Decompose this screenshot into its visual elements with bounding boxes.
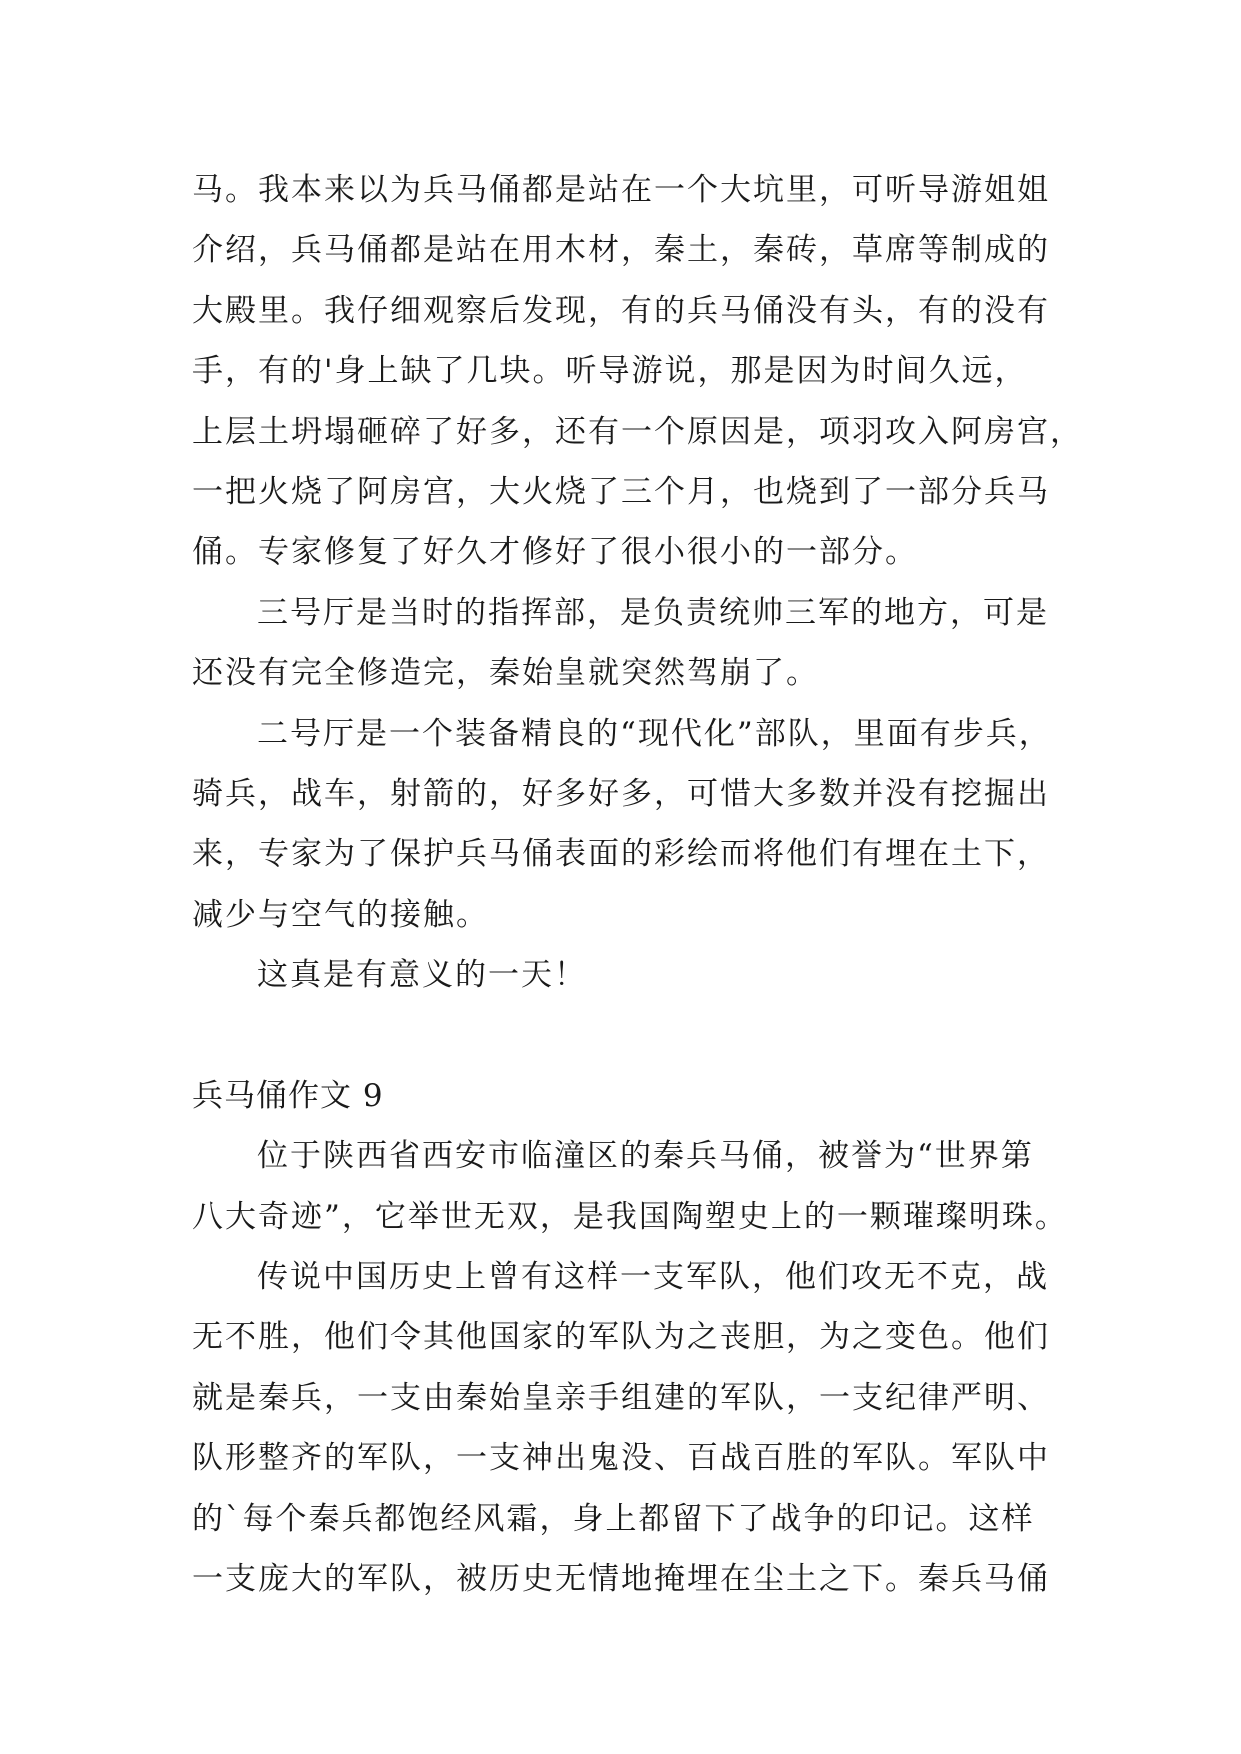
essay9-paragraph2-line: 一支庞大的军队，被历史无情地掩埋在尘土之下。秦兵马俑 [192,1560,1050,1597]
essay9-paragraph2-line: 队形整齐的军队，一支神出鬼没、百战百胜的军队。军队中 [192,1440,1050,1477]
text-line: 大殿里。我仔细观察后发现，有的兵马俑没有头，有的没有 [192,292,1050,329]
text-line: 马。我本来以为兵马俑都是站在一个大坑里，可听导游姐姐 [192,172,1050,208]
text-line: 一把火烧了阿房宫，大火烧了三个月，也烧到了一部分兵马 [192,473,1050,510]
text-line: 介绍，兵马俑都是站在用木材，秦土，秦砖，草席等制成的 [192,232,1050,269]
paragraph-hall3-line: 三号厅是当时的指挥部，是负责统帅三军的地方，可是 [257,594,1049,631]
paragraph-hall2-line: 骑兵，战车，射箭的，好多好多，可惜大多数并没有挖掘出 [192,775,1050,812]
essay9-paragraph2-line: 无不胜，他们令其他国家的军队为之丧胆，为之变色。他们 [192,1319,1050,1356]
paragraph-hall2-line: 来，专家为了保护兵马俑表面的彩绘而将他们有埋在土下， [192,836,1050,873]
section-spacer [192,1005,1052,1065]
essay9-paragraph2-line: 就是秦兵，一支由秦始皇亲手组建的军队，一支纪律严明、 [192,1379,1050,1416]
text-line: 手，有的'身上缺了几块。听导游说，那是因为时间久远， [192,353,1028,390]
document-body [192,160,1083,1609]
essay-title: 兵马俑作文 9 [192,1077,384,1114]
text-line: 俑。专家修复了好久才修好了很小很小的一部分。 [192,534,918,571]
essay9-paragraph1-line: 八大奇迹”，它举世无双，是我国陶塑史上的一颗璀璨明珠。 [192,1198,1068,1235]
essay9-paragraph1-line: 位于陕西省西安市临潼区的秦兵马俑，被誉为“世界第 [257,1138,1034,1175]
essay9-paragraph2-line: 的`每个秦兵都饱经风霜，身上都留下了战争的印记。这样 [192,1500,1035,1537]
closing-line: 这真是有意义的一天！ [257,957,587,994]
essay9-paragraph2-line: 传说中国历史上曾有这样一支军队，他们攻无不克，战 [257,1259,1049,1296]
paragraph-hall2-line: 二号厅是一个装备精良的“现代化”部队，里面有步兵， [257,715,1052,752]
paragraph-hall2-line: 减少与空气的接触。 [192,896,489,933]
text-line: 上层土坍塌砸碎了好多，还有一个原因是，项羽攻入阿房宫， [192,413,1083,450]
paragraph-hall3-line: 还没有完全修造完，秦始皇就突然驾崩了。 [192,655,819,692]
